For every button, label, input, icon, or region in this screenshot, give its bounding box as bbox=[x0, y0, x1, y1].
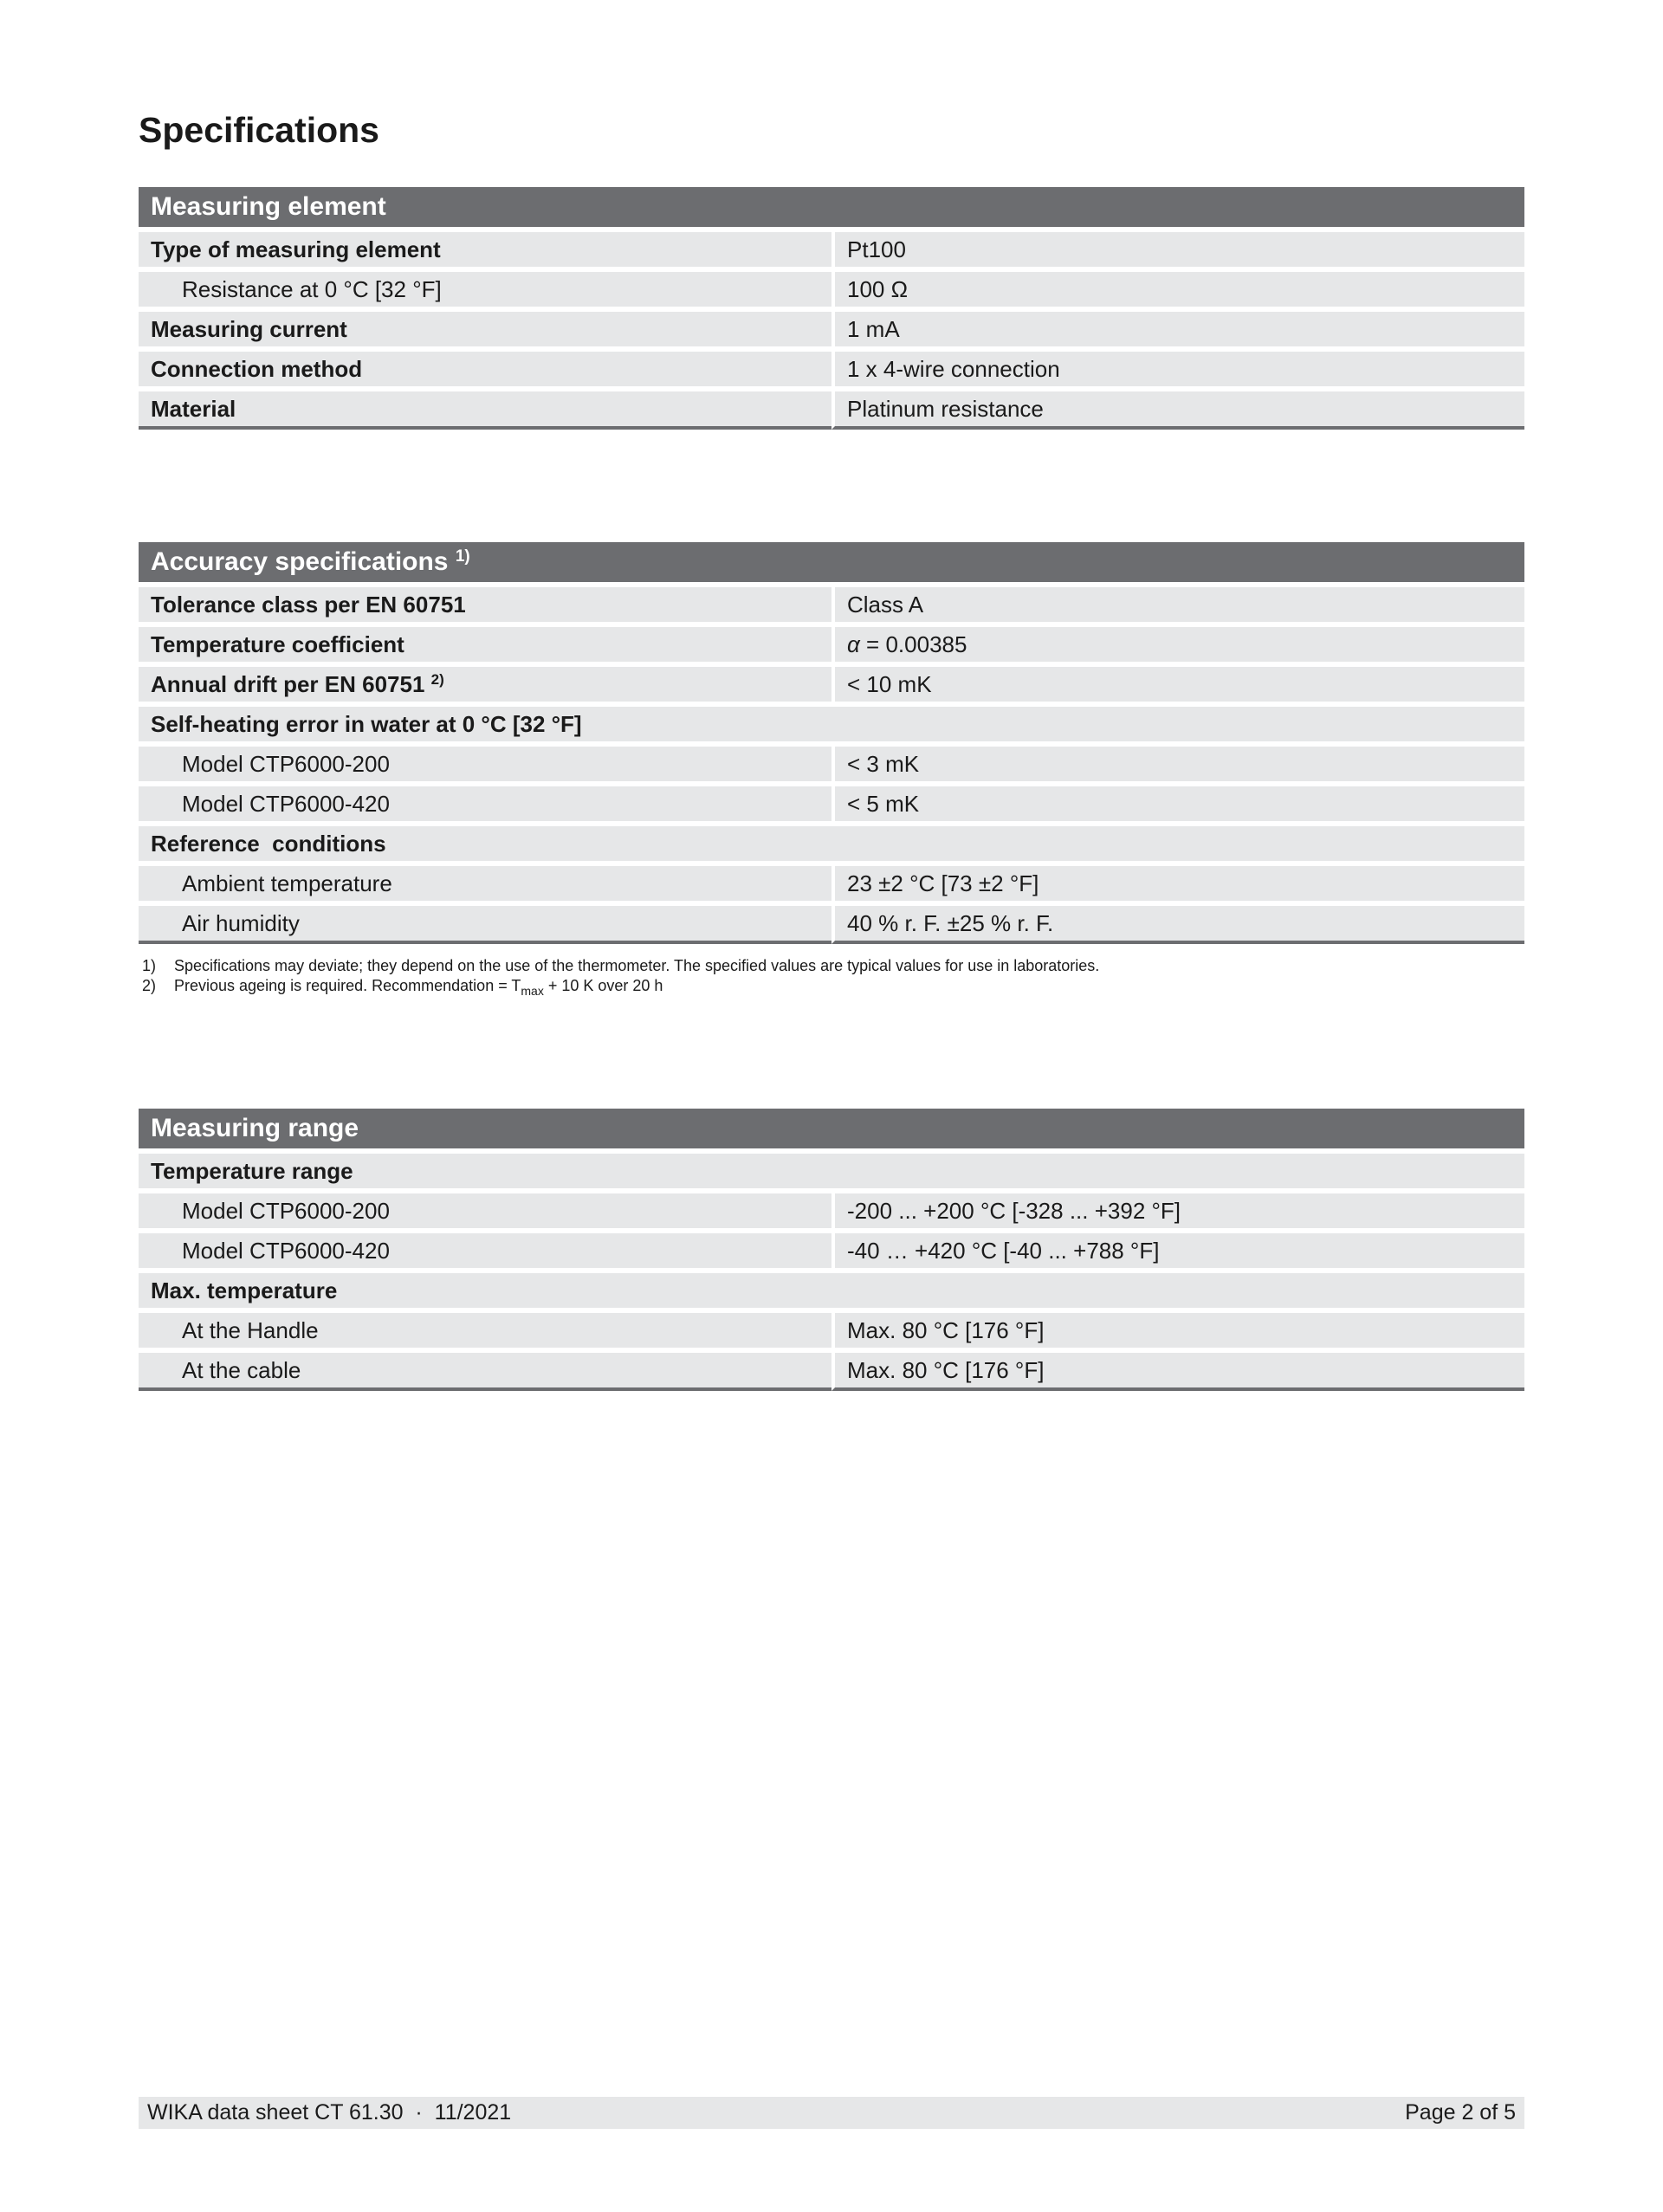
row-group-label: Temperature range bbox=[139, 1148, 1524, 1188]
row-value: < 10 mK bbox=[832, 662, 1524, 702]
table-row bbox=[139, 1148, 1524, 1188]
row-value: < 3 mK bbox=[832, 741, 1524, 781]
measuring-element-table bbox=[139, 187, 1524, 430]
table-row bbox=[139, 1188, 1524, 1228]
footnote-text bbox=[174, 976, 663, 996]
table-row bbox=[139, 1268, 1524, 1308]
footnote bbox=[142, 956, 1493, 976]
row-label: At the cable bbox=[139, 1348, 832, 1391]
row-group-label: Reference conditions bbox=[139, 821, 1524, 861]
row-label: Model CTP6000-420 bbox=[139, 781, 832, 821]
footnote-text: Specifications may deviate; they depend on the use of the thermometer. The specified values are typical values for use in laboratories. bbox=[174, 957, 1100, 974]
row-label: Type of measuring element bbox=[139, 227, 832, 267]
table-row bbox=[139, 346, 1524, 386]
table-row bbox=[139, 901, 1524, 944]
row-label: At the Handle bbox=[139, 1308, 832, 1348]
row-group-label: Max. temperature bbox=[139, 1268, 1524, 1308]
row-label: Tolerance class per EN 60751 bbox=[139, 582, 832, 622]
row-label: Connection method bbox=[139, 346, 832, 386]
table-row bbox=[139, 741, 1524, 781]
footnote-text-before: Previous ageing is required. Recommendation = T bbox=[174, 977, 521, 994]
row-label: Model CTP6000-200 bbox=[139, 1188, 832, 1228]
row-label: Measuring current bbox=[139, 307, 832, 346]
row-label: Resistance at 0 °C [32 °F] bbox=[139, 267, 832, 307]
section-heading-text: Accuracy specifications bbox=[151, 547, 449, 576]
table-row bbox=[139, 622, 1524, 662]
row-label: Material bbox=[139, 386, 832, 430]
row-value: -200 ... +200 °C [-328 ... +392 °F] bbox=[832, 1188, 1524, 1228]
page-title: Specifications bbox=[139, 110, 379, 150]
section-heading: Measuring range bbox=[139, 1109, 1524, 1148]
row-value: 40 % r. F. ±25 % r. F. bbox=[832, 901, 1524, 944]
footnote-number: 2) bbox=[142, 977, 157, 994]
row-value-text: = 0.00385 bbox=[859, 631, 967, 657]
footer-document-id: WIKA data sheet CT 61.30 · 11/2021 bbox=[147, 2100, 512, 2125]
table-row bbox=[139, 781, 1524, 821]
table-row bbox=[139, 1228, 1524, 1268]
row-value: Pt100 bbox=[832, 227, 1524, 267]
table-row bbox=[139, 662, 1524, 702]
footer-page-number: Page 2 of 5 bbox=[1405, 2100, 1516, 2125]
row-label: Model CTP6000-420 bbox=[139, 1228, 832, 1268]
row-value bbox=[832, 622, 1524, 662]
table-row bbox=[139, 1348, 1524, 1391]
footnote-ref: 1) bbox=[455, 547, 470, 566]
footnote bbox=[142, 976, 1493, 996]
measuring-range-table bbox=[139, 1109, 1524, 1391]
row-label bbox=[139, 662, 832, 702]
table-row bbox=[139, 861, 1524, 901]
table-row bbox=[139, 821, 1524, 861]
row-value: 100 Ω bbox=[832, 267, 1524, 307]
row-value: Max. 80 °C [176 °F] bbox=[832, 1308, 1524, 1348]
row-value: Platinum resistance bbox=[832, 386, 1524, 430]
footnote-ref: 2) bbox=[430, 671, 444, 688]
row-label-text: Annual drift per EN 60751 bbox=[151, 671, 425, 697]
table-row bbox=[139, 1308, 1524, 1348]
row-label: Temperature coefficient bbox=[139, 622, 832, 662]
section-heading: Measuring element bbox=[139, 187, 1524, 227]
footnote-number: 1) bbox=[142, 957, 157, 974]
page-footer bbox=[139, 2097, 1524, 2129]
row-value: Max. 80 °C [176 °F] bbox=[832, 1348, 1524, 1391]
table-row bbox=[139, 582, 1524, 622]
row-value: 1 x 4-wire connection bbox=[832, 346, 1524, 386]
accuracy-table bbox=[139, 542, 1524, 944]
row-value: -40 … +420 °C [-40 ... +788 °F] bbox=[832, 1228, 1524, 1268]
row-label: Air humidity bbox=[139, 901, 832, 944]
table-row bbox=[139, 267, 1524, 307]
row-value: 23 ±2 °C [73 ±2 °F] bbox=[832, 861, 1524, 901]
row-value: 1 mA bbox=[832, 307, 1524, 346]
footnote-subscript: max bbox=[521, 984, 544, 998]
row-label: Model CTP6000-200 bbox=[139, 741, 832, 781]
section-heading bbox=[139, 542, 1524, 582]
row-group-label: Self-heating error in water at 0 °C [32 °F] bbox=[139, 702, 1524, 741]
table-row bbox=[139, 702, 1524, 741]
row-value: < 5 mK bbox=[832, 781, 1524, 821]
row-label: Ambient temperature bbox=[139, 861, 832, 901]
table-row bbox=[139, 386, 1524, 430]
table-row bbox=[139, 227, 1524, 267]
footnotes bbox=[142, 956, 1493, 996]
footnote-text-after: + 10 K over 20 h bbox=[543, 977, 663, 994]
alpha-symbol: α bbox=[847, 631, 860, 657]
table-row bbox=[139, 307, 1524, 346]
row-value: Class A bbox=[832, 582, 1524, 622]
